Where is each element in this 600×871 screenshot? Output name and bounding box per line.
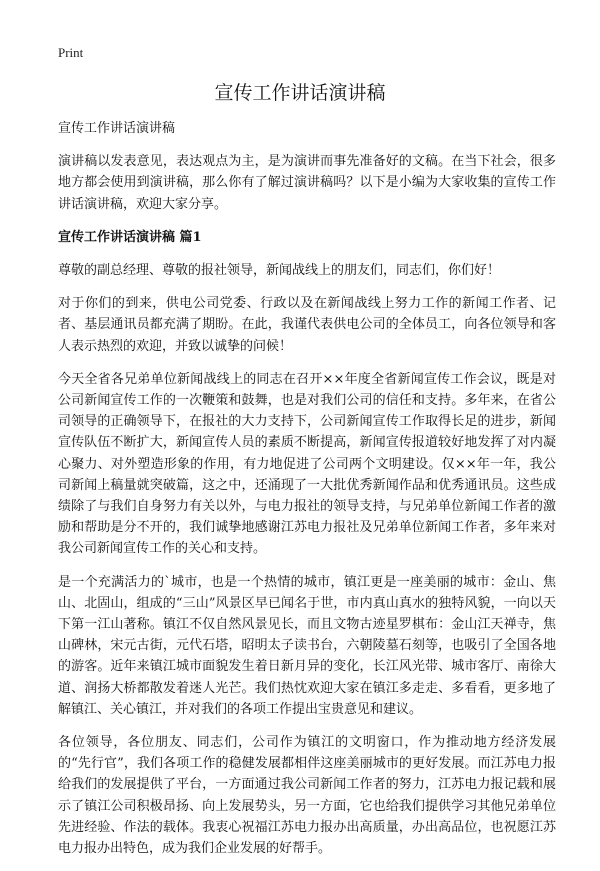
page-title: 宣传工作讲话演讲稿 (214, 82, 386, 104)
paragraph: 今天全省各兄弟单位新闻战线上的同志在召开××年度全省新闻宣传工作会议，既是对公司新闻宣传工作的一次鞭策和鼓舞，也是对我们公司的信任和支持。多年来，在省公司领导的正确领导下，在报社的大力支持下，公司新闻宣传工作取得长足的进步，新闻宣传队伍不断扩大，新闻宣传人员的素质不断提高，新闻宣传报道较好地发挥了对内凝心聚力、对外塑造形象的作用，有力地促进了公司两个文明建设。仅××年一年，我公司新闻上稿量就突破篇，这之中，还涌现了一大批优秀新闻作品和优秀通讯员。这些成绩除了与我们自身努力有关以外，与电力报社的领导支持，与兄弟单位新闻工作者的激励和帮助是分不开的，我们诚挚地感谢江苏电力报社及兄弟单位新闻工作者，多年来对我公司新闻宣传工作的关心和支持。 (58, 371, 556, 557)
print-link[interactable]: Print (58, 45, 84, 60)
paragraph: 是一个充满活力的`城市，也是一个热情的城市，镇江更是一座美丽的城市：金山、焦山、北固山，组成的“三山”风景区早已闻名于世，市内真山真水的独特风貌，一向以天下第一江山著称。镇江不仅自然风景见长，而且文物古迹星罗棋布：金山江天禅寺，焦山碑林，宋元古街，元代石塔，昭明太子读书台，六朝陵墓石刻等，也吸引了全国各地的游客。近年来镇江城市面貌发生着日新月异的变化，长江风光带、城市客厅、南徐大道、润扬大桥都散发着迷人光芒。我们热忱欢迎大家在镇江多走走、多看看，更多地了解镇江、关心镇江，并对我们的各项工作提出宝贵意见和建议。 (58, 574, 556, 717)
paragraph: 各位领导，各位朋友、同志们，公司作为镇江的文明窗口，作为推动地方经济发展的“先行官”，我们各项工作的稳健发展都相伴这座美丽城市的更好发展。而江苏电力报给我们的发展提供了平台，一方面通过我公司新闻工作者的努力，江苏电力报记载和展示了镇江公司积极昂扬、向上发展势头，另一方面，它也给我们提供学习其他兄弟单位先进经验、作法的载体。我衷心祝福江苏电力报办出高质量，办出高品位，也祝愿江苏电力报办出特色，成为我们企业发展的好帮手。 (58, 735, 556, 857)
intro-paragraph: 演讲稿以发表意见，表达观点为主，是为演讲而事先准备好的文稿。在当下社会，很多地方都会使用到演讲稿，那么你有了解过演讲稿吗？以下是小编为大家收集的宣传工作讲话演讲稿，欢迎大家分享。 (58, 154, 556, 212)
section-heading: 宣传工作讲话演讲稿 篇1 (58, 229, 202, 245)
article-body (58, 118, 556, 871)
paragraph: 尊敬的副总经理、尊敬的报社领导，新闻战线上的朋友们，同志们，你们好！ (58, 263, 501, 279)
article-subtitle: 宣传工作讲话演讲稿 (58, 121, 176, 136)
paragraph: 对于你们的到来，供电公司党委、行政以及在新闻战线上努力工作的新闻工作者、记者、基层通讯员都充满了期盼。在此，我谨代表供电公司的全体员工，向各位领导和客人表示热烈的欢迎，并致以诚挚的问候！ (58, 296, 556, 354)
